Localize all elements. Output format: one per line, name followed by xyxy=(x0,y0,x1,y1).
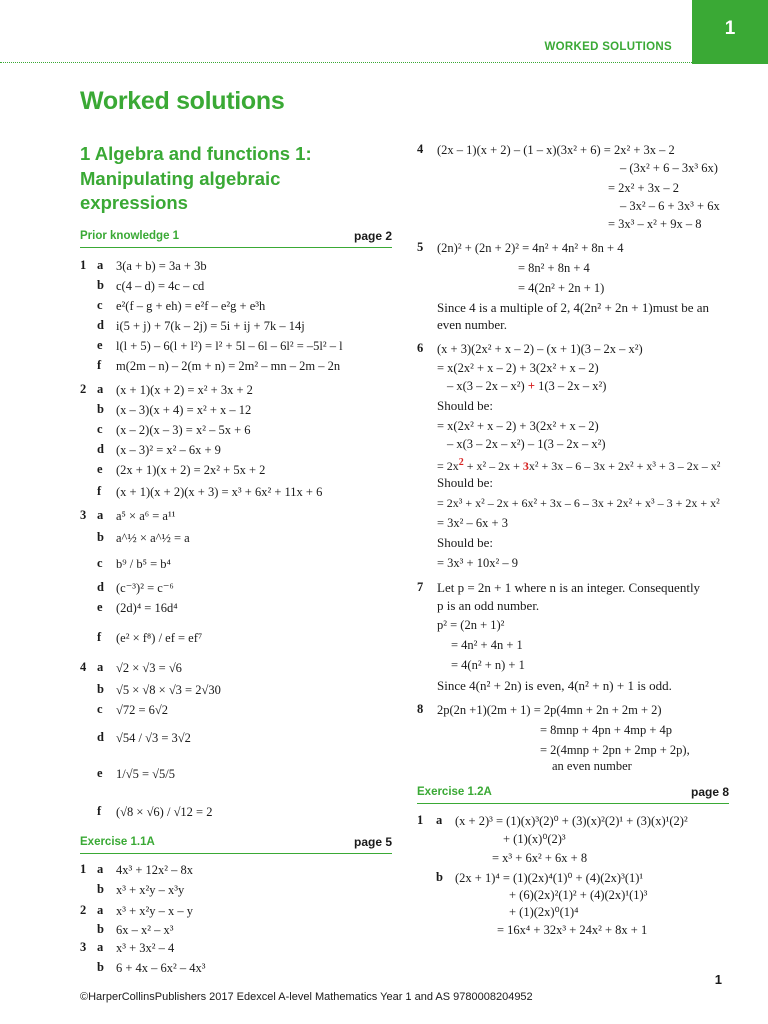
part-label: a xyxy=(97,508,104,522)
answer-line: = x(2x² + x – 2) + 3(2x² + x – 2) xyxy=(437,419,599,433)
answer-line: + (6)(2x)²(1)² + (4)(2x)¹(1)³ xyxy=(509,888,648,902)
answer-line xyxy=(447,378,606,394)
answer-line: i(5 + j) + 7(k – 2j) = 5i + ij + 7k – 14j xyxy=(116,319,305,333)
answer-line: Should be: xyxy=(437,475,493,490)
answer-line: = 8n² + 8n + 4 xyxy=(518,261,590,275)
answer-line: (2x + 1)⁴ = (1)(2x)⁴(1)⁰ + (4)(2x)³(1)¹ xyxy=(455,871,644,885)
section-page: page 2 xyxy=(353,229,392,243)
answer-line: p² = (2n + 1)² xyxy=(437,618,505,632)
part-label: b xyxy=(97,278,104,292)
part-label: b xyxy=(97,530,104,544)
question-number: 8 xyxy=(417,702,424,716)
answer-line: √2 × √3 = √6 xyxy=(116,661,182,675)
section-label: Exercise 1.1A xyxy=(80,836,155,848)
question-number: 4 xyxy=(417,142,424,156)
question-number: 4 xyxy=(80,660,87,674)
part-label: e xyxy=(97,766,103,780)
part-label: a xyxy=(97,940,104,954)
answer-line: = 8mnp + 4pn + 4mp + 4p xyxy=(540,723,673,737)
answer-line: e²(f – g + eh) = e²f – e²g + e³h xyxy=(116,299,266,313)
answer-line: an even number xyxy=(552,759,632,773)
page-number: 1 xyxy=(714,972,722,987)
answer-line: (x + 1)(x + 2) = x² + 3x + 2 xyxy=(116,383,253,397)
answer-line: – 3x² – 6 + 3x³ + 6x xyxy=(620,199,720,213)
answer-line: √54 / √3 = 3√2 xyxy=(116,731,191,745)
question-number: 2 xyxy=(80,382,87,396)
answer-line: (x – 3)(x + 4) = x² + x – 12 xyxy=(116,403,252,417)
question-number: 5 xyxy=(417,240,424,254)
answer-line: (e² × f⁸) / ef = ef⁷ xyxy=(116,631,203,645)
part-label: c xyxy=(97,422,103,436)
part-label: a xyxy=(97,382,104,396)
chapter-heading xyxy=(80,142,400,216)
part-label: e xyxy=(97,338,103,352)
part-label: c xyxy=(97,298,103,312)
part-label: b xyxy=(97,922,104,936)
part-label: d xyxy=(97,730,104,744)
question-number: 1 xyxy=(80,258,87,272)
page-header xyxy=(0,0,768,66)
part-label: b xyxy=(97,960,104,974)
footer-copyright: ©HarperCollinsPublishers 2017 Edexcel A-level Mathematics Year 1 and AS 9780008204952 xyxy=(80,991,533,1003)
part-label: e xyxy=(97,462,103,476)
error-mark: 3 xyxy=(522,459,529,473)
chapter-heading-line: expressions xyxy=(80,192,188,213)
answer-line: = 4(2n² + 2n + 1) xyxy=(518,281,605,295)
section-page: page 8 xyxy=(690,785,729,799)
part-label: f xyxy=(97,804,102,818)
section-prior-knowledge xyxy=(80,229,392,248)
answer-line: (x – 2)(x – 3) = x² – 5x + 6 xyxy=(116,423,251,437)
part-label: a xyxy=(97,903,104,917)
part-label: f xyxy=(97,358,102,372)
answer-line: Should be: xyxy=(437,535,493,550)
answer-line: (x + 2)³ = (1)(x)³(2)⁰ + (3)(x)²(2)¹ + (3)(x)¹(2)² xyxy=(455,814,688,828)
answer-line xyxy=(437,455,720,474)
part-label: c xyxy=(97,556,103,570)
answer-line: (√8 × √6) / √12 = 2 xyxy=(116,805,213,819)
section-page: page 5 xyxy=(353,835,392,849)
part-label: a xyxy=(97,660,104,674)
answer-line: x³ + x²y – x – y xyxy=(116,904,194,918)
part-label: f xyxy=(97,630,102,644)
answer-line: = 2x² + 3x – 2 xyxy=(608,181,679,195)
answer-line: Since 4(n² + 2n) is even, 4(n² + n) + 1 is odd. xyxy=(437,678,672,693)
expr-part: 1(3 – 2x – x²) xyxy=(538,379,607,393)
answer-line: (2d)⁴ = 16d⁴ xyxy=(116,601,178,615)
answer-line: = 2x³ + x² – 2x + 6x² + 3x – 6 – 3x + 2x² + x³ – 3 + 2x + x² xyxy=(437,496,720,510)
answer-line: x³ + x²y – x³y xyxy=(116,883,185,897)
part-label: d xyxy=(97,318,104,332)
answer-line: 4x³ + 12x² – 8x xyxy=(116,863,194,877)
part-label: d xyxy=(97,442,104,456)
part-label: a xyxy=(436,813,443,827)
page-title: Worked solutions xyxy=(80,87,285,115)
question-number: 7 xyxy=(417,580,424,594)
answer-line: m(2m – n) – 2(m + n) = 2m² – mn – 2m – 2n xyxy=(116,359,341,373)
answer-line: l(l + 5) – 6(l + l²) = l² + 5l – 6l – 6l² = –5l² – l xyxy=(116,339,343,353)
answer-line: (2x – 1)(x + 2) – (1 – x)(3x² + 6) = 2x² + 3x – 2 xyxy=(437,143,675,157)
answer-line: = 4n² + 4n + 1 xyxy=(451,638,523,652)
section-label: Prior knowledge 1 xyxy=(80,230,180,242)
header-label: WORKED SOLUTIONS xyxy=(544,41,672,53)
answer-line: – x(3 – 2x – x²) – 1(3 – 2x – x²) xyxy=(447,437,606,451)
answer-line: = 4(n² + n) + 1 xyxy=(451,658,525,672)
expr-part: – x(3 – 2x – x²) xyxy=(447,379,525,393)
answer-line: = 3x³ + 10x² – 9 xyxy=(437,556,518,570)
answer-line: (c⁻³)² = c⁻⁶ xyxy=(116,581,174,595)
chapter-heading-line: 1 Algebra and functions 1: xyxy=(80,143,312,164)
answer-line: √72 = 6√2 xyxy=(116,703,169,717)
answer-line: – (3x² + 6 – 3x³ 6x) xyxy=(620,161,718,175)
answer-line: Let p = 2n + 1 where n is an integer. Consequently xyxy=(437,580,701,595)
answer-line: Should be: xyxy=(437,398,493,413)
part-label: d xyxy=(97,580,104,594)
expr-part: x² + 3x – 6 – 3x + 2x² + x³ + 3 – 2x – x² xyxy=(528,459,721,473)
question-number: 2 xyxy=(80,903,87,917)
question-number: 1 xyxy=(417,813,424,827)
answer-line: 2p(2n +1)(2m + 1) = 2p(4mn + 2n + 2m + 2) xyxy=(437,703,662,717)
question-number: 6 xyxy=(417,341,424,355)
chapter-tab: 1 xyxy=(692,0,768,64)
answer-line: + (1)(x)⁰(2)³ xyxy=(503,832,566,846)
answer-line: 1/√5 = √5/5 xyxy=(116,767,175,781)
answer-line: = 2(4mnp + 2pn + 2mp + 2p), xyxy=(540,743,690,757)
part-label: f xyxy=(97,484,102,498)
question-number: 3 xyxy=(80,508,87,522)
question-number: 1 xyxy=(80,862,87,876)
expr-part: + x² – 2x + xyxy=(463,459,523,473)
part-label: a xyxy=(97,862,104,876)
answer-line: Since 4 is a multiple of 2, 4(2n² + 2n + 1)must be an xyxy=(437,300,710,315)
answer-line: even number. xyxy=(437,317,508,332)
answer-line: √5 × √8 × √3 = 2√30 xyxy=(116,683,221,697)
answer-line: b⁹ / b⁵ = b⁴ xyxy=(116,557,171,571)
part-label: b xyxy=(97,402,104,416)
answer-line: + (1)(2x)⁰(1)⁴ xyxy=(509,905,579,919)
answer-line: = 16x⁴ + 32x³ + 24x² + 8x + 1 xyxy=(497,923,648,937)
answer-line: x³ + 3x² – 4 xyxy=(116,941,175,955)
part-label: b xyxy=(97,882,104,896)
chapter-heading-line: Manipulating algebraic xyxy=(80,167,281,189)
answer-line: p is an odd number. xyxy=(437,598,540,613)
answer-line: (x + 1)(x + 2)(x + 3) = x³ + 6x² + 11x + 6 xyxy=(116,485,323,499)
expr-part: = 2x xyxy=(437,459,459,473)
answer-line: (x – 3)² = x² – 6x + 9 xyxy=(116,443,221,457)
answer-line: c(4 – d) = 4c – cd xyxy=(116,279,205,293)
answer-line: 6x – x² – x³ xyxy=(116,923,174,937)
error-mark: 2 xyxy=(458,457,464,468)
answer-line: = x³ + 6x² + 6x + 8 xyxy=(492,851,588,865)
answer-line: = 3x³ – x² + 9x – 8 xyxy=(608,217,702,231)
part-label: c xyxy=(97,702,103,716)
section-exercise-1-1a xyxy=(80,835,392,854)
answer-line: 3(a + b) = 3a + 3b xyxy=(116,259,207,273)
answer-line: (x + 3)(2x² + x – 2) – (x + 1)(3 – 2x – x²) xyxy=(437,342,643,356)
question-number: 3 xyxy=(80,940,87,954)
answer-line: (2x + 1)(x + 2) = 2x² + 5x + 2 xyxy=(116,463,266,477)
part-label: b xyxy=(97,682,104,696)
answer-line: = x(2x² + x – 2) + 3(2x² + x – 2) xyxy=(437,361,599,375)
part-label: b xyxy=(436,870,443,884)
answer-line: a⁵ × a⁶ = a¹¹ xyxy=(116,509,176,523)
header-dotted-rule xyxy=(0,62,692,63)
answer-line: = 3x² – 6x + 3 xyxy=(437,516,508,530)
section-exercise-1-2a xyxy=(417,785,729,804)
answer-line: a^½ × a^½ = a xyxy=(116,531,190,545)
part-label: a xyxy=(97,258,104,272)
part-label: e xyxy=(97,600,103,614)
section-label: Exercise 1.2A xyxy=(417,786,492,798)
answer-line: (2n)² + (2n + 2)² = 4n² + 4n² + 8n + 4 xyxy=(437,241,624,255)
error-mark: + xyxy=(524,379,539,393)
answer-line: 6 + 4x – 6x² – 4x³ xyxy=(116,961,206,975)
